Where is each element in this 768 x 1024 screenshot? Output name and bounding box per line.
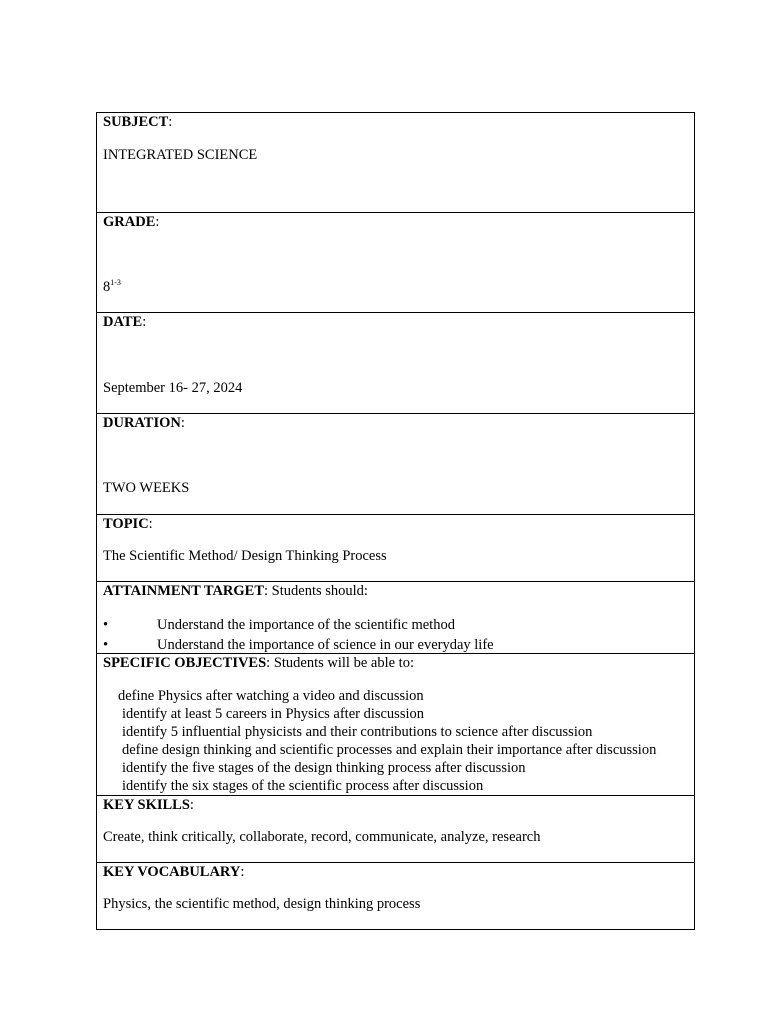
subject-value: INTEGRATED SCIENCE [103, 147, 258, 163]
attainment-intro: : Students should: [264, 583, 368, 599]
skills-value: Create, think critically, collaborate, record, communicate, analyze, research [103, 829, 541, 845]
attainment-list [103, 615, 494, 654]
list-item: • Understand the importance of science in our everyday life [103, 637, 494, 653]
topic-row: TOPIC: The Scientific Method/ Design Thinking Process [97, 515, 694, 582]
attainment-row [97, 582, 694, 654]
list-item: identify 5 influential physicists and their contributions to science after discussion [122, 724, 593, 740]
topic-value: The Scientific Method/ Design Thinking Process [103, 548, 387, 564]
date-label: DATE [103, 314, 143, 330]
list-item: identify at least 5 careers in Physics after discussion [122, 706, 425, 722]
skills-row: KEY SKILLS: Create, think critically, collaborate, record, communicate, analyze, research [97, 796, 694, 863]
duration-value: TWO WEEKS [103, 480, 190, 496]
vocabulary-value: Physics, the scientific method, design thinking process [103, 896, 421, 912]
objectives-row [97, 654, 694, 796]
lesson-plan-table [96, 112, 695, 930]
subject-row: SUBJECT: INTEGRATED SCIENCE [97, 113, 694, 213]
subject-label: SUBJECT [103, 114, 169, 130]
grade-row: GRADE: 8$^{1-3}$ [97, 213, 694, 313]
list-item: define design thinking and scientific processes and explain their importance after discussion [122, 742, 657, 758]
list-item: identify the six stages of the scientific process after discussion [122, 778, 484, 794]
duration-label: DURATION [103, 415, 181, 431]
list-item: define Physics after watching a video and discussion [118, 688, 424, 704]
topic-label: TOPIC [103, 516, 149, 532]
list-item: • Understand the importance of the scientific method [103, 617, 455, 633]
objectives-list [103, 687, 656, 795]
vocabulary-label: KEY VOCABULARY [103, 864, 241, 880]
objectives-label: SPECIFIC OBJECTIVES [103, 655, 267, 671]
vocabulary-row: KEY VOCABULARY: Physics, the scientific method, design thinking process [103, 864, 421, 912]
duration-row: DURATION: TWO WEEKS [97, 414, 694, 515]
date-row: DATE: September 16- 27, 2024 [97, 313, 694, 414]
grade-value: 8$^{1-3}$ [103, 278, 121, 295]
attainment-label: ATTAINMENT TARGET [103, 583, 265, 599]
date-value: September 16- 27, 2024 [103, 380, 243, 396]
list-item: identify the five stages of the design thinking process after discussion [122, 760, 526, 776]
skills-label: KEY SKILLS [103, 797, 190, 813]
objectives-intro: : Students will be able to: [266, 655, 414, 671]
grade-label: GRADE [103, 214, 156, 230]
